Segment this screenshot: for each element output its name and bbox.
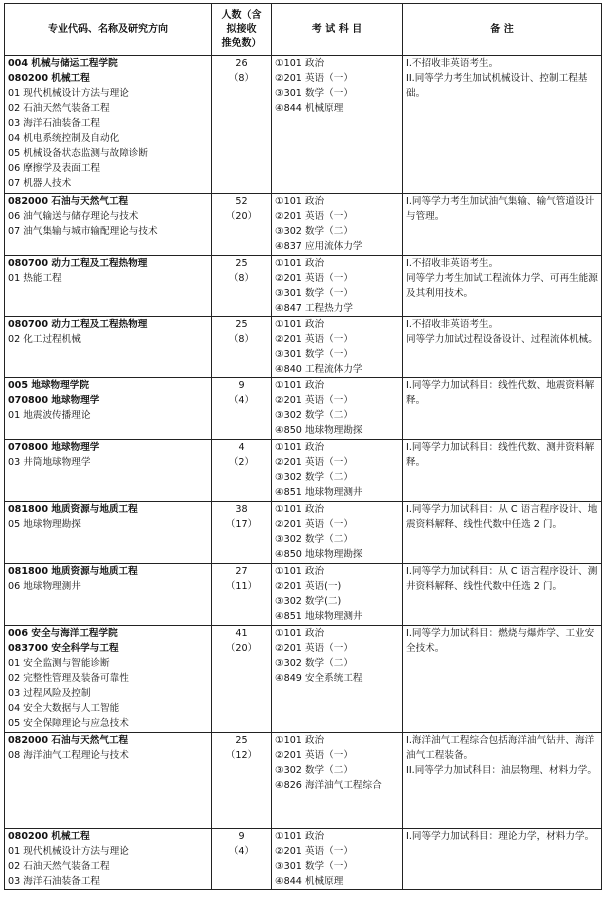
major-cell	[5, 378, 212, 440]
count-cell	[212, 626, 272, 733]
exams-cell	[272, 829, 403, 890]
recommended-count: （17）	[225, 519, 258, 530]
exam-subject: ①101 政治	[275, 831, 325, 842]
major-cell	[5, 194, 212, 256]
exam-subject: ②201 英语（一）	[275, 273, 353, 284]
major-heading: 082000 石油与天然气工程	[8, 735, 129, 746]
notes-cell	[403, 502, 602, 564]
count-cell	[212, 564, 272, 626]
note-line: I.同等学力加试科目：从 C 语言程序设计、测井资料解释、线性代数中任选 2 门。	[406, 566, 598, 592]
count-cell	[212, 256, 272, 317]
exams-cell	[272, 317, 403, 378]
research-direction: 02 完整性管理及装备可靠性	[8, 673, 129, 684]
exam-subject: ④850 地球物理勘探	[275, 425, 363, 436]
notes-cell	[403, 56, 602, 194]
note-line: I.不招收非英语考生。	[406, 258, 499, 269]
exam-subject: ④844 机械原理	[275, 876, 344, 887]
exam-subject: ②201 英语（一）	[275, 73, 353, 84]
major-heading: 080700 动力工程及工程热物理	[8, 258, 148, 269]
count-cell	[212, 317, 272, 378]
count-header	[212, 4, 272, 56]
exams-cell	[272, 256, 403, 317]
exam-subject: ①101 政治	[275, 258, 325, 269]
exam-subject: ②201 英语（一）	[275, 334, 353, 345]
research-direction: 01 地震波传播理论	[8, 410, 91, 421]
major-cell	[5, 829, 212, 890]
table-row	[5, 378, 602, 440]
exam-subject: ④851 地球物理测井	[275, 487, 363, 498]
exam-subject: ②201 英语（一）	[275, 846, 353, 857]
research-direction: 02 化工过程机械	[8, 334, 81, 345]
note-line: II.同等学力加试科目：油层物理、材料力学。	[406, 765, 597, 776]
major-header: 专业代码、名称及研究方向	[5, 4, 212, 56]
enrollment-count: 9	[238, 831, 245, 842]
research-direction: 07 油气集输与城市输配理论与技术	[8, 226, 158, 237]
exam-subject: ③301 数学（一）	[275, 349, 353, 360]
admissions-table	[4, 3, 602, 890]
recommended-count: （8）	[228, 273, 255, 284]
recommended-count: （11）	[225, 581, 258, 592]
exam-subject: ③302 数学(二)	[275, 596, 342, 607]
table-row	[5, 626, 602, 733]
major-cell	[5, 502, 212, 564]
major-heading: 080200 机械工程	[8, 831, 90, 842]
exam-subject: ②201 英语（一）	[275, 750, 353, 761]
major-heading: 082000 石油与天然气工程	[8, 196, 129, 207]
exam-subject: ①101 政治	[275, 442, 325, 453]
table-row	[5, 440, 602, 502]
exam-subject: ③301 数学（一）	[275, 288, 353, 299]
recommended-count: （4）	[228, 395, 255, 406]
count-cell	[212, 56, 272, 194]
recommended-count: （20）	[225, 643, 258, 654]
count-header-line: 人数（含	[221, 9, 262, 21]
exam-subject: ②201 英语（一）	[275, 395, 353, 406]
exams-cell	[272, 626, 403, 733]
table-row	[5, 564, 602, 626]
recommended-count: （8）	[228, 334, 255, 345]
enrollment-count: 25	[235, 258, 248, 269]
research-direction: 01 安全监测与智能诊断	[8, 658, 110, 669]
table-row	[5, 194, 602, 256]
exam-subject: ②201 英语（一）	[275, 519, 353, 530]
exam-subject: ①101 政治	[275, 196, 325, 207]
major-heading: 070800 地球物理学	[8, 442, 100, 453]
notes-cell	[403, 440, 602, 502]
exam-subject: ①101 政治	[275, 58, 325, 69]
exam-subject: ④849 安全系统工程	[275, 673, 363, 684]
notes-cell	[403, 564, 602, 626]
enrollment-count: 38	[235, 504, 248, 515]
notes-header: 备 注	[403, 4, 602, 56]
exam-subject: ③302 数学（二）	[275, 410, 353, 421]
note-line: 同等学力考生加试工程流体力学、可再生能源及其利用技术。	[406, 273, 598, 299]
enrollment-count: 9	[238, 380, 245, 391]
table-row	[5, 256, 602, 317]
research-direction: 04 机电系统控制及自动化	[8, 133, 120, 144]
research-direction: 01 热能工程	[8, 273, 62, 284]
note-line: I.不招收非英语考生。	[406, 58, 499, 69]
count-cell	[212, 378, 272, 440]
research-direction: 04 安全大数据与人工智能	[8, 703, 120, 714]
exams-cell	[272, 502, 403, 564]
exam-subject: ③302 数学（二）	[275, 226, 353, 237]
exam-subject: ③301 数学（一）	[275, 88, 353, 99]
table-row	[5, 56, 602, 194]
notes-cell	[403, 626, 602, 733]
exam-subject: ④847 工程热力学	[275, 303, 353, 314]
note-line: I.同等学力加试科目：线性代数、测井资料解释。	[406, 442, 595, 468]
major-heading: 081800 地质资源与地质工程	[8, 504, 138, 515]
count-cell	[212, 194, 272, 256]
exam-subject: ③302 数学（二）	[275, 472, 353, 483]
count-cell	[212, 733, 272, 829]
enrollment-count: 41	[235, 628, 248, 639]
exam-subject: ④837 应用流体力学	[275, 241, 363, 252]
major-heading: 004 机械与储运工程学院	[8, 58, 118, 69]
recommended-count: （2）	[228, 457, 255, 468]
major-heading: 070800 地球物理学	[8, 395, 100, 406]
count-cell	[212, 829, 272, 890]
research-direction: 03 过程风险及控制	[8, 688, 91, 699]
notes-cell	[403, 317, 602, 378]
enrollment-count: 52	[235, 196, 248, 207]
major-heading: 081800 地质资源与地质工程	[8, 566, 138, 577]
notes-cell	[403, 256, 602, 317]
major-heading: 005 地球物理学院	[8, 380, 89, 391]
exam-subject: ①101 政治	[275, 628, 325, 639]
notes-cell	[403, 378, 602, 440]
note-line: II.同等学力考生加试机械设计、控制工程基础。	[406, 73, 588, 99]
exam-subject: ④840 工程流体力学	[275, 364, 363, 375]
research-direction: 06 油气输送与储存理论与技术	[8, 211, 139, 222]
recommended-count: （8）	[228, 73, 255, 84]
exam-subject: ④844 机械原理	[275, 103, 344, 114]
exam-subject: ③302 数学（二）	[275, 658, 353, 669]
recommended-count: （4）	[228, 846, 255, 857]
table-row	[5, 829, 602, 890]
research-direction: 08 海洋油气工程理论与技术	[8, 750, 129, 761]
research-direction: 03 海洋石油装备工程	[8, 876, 101, 887]
notes-cell	[403, 194, 602, 256]
exam-subject: ④851 地球物理测井	[275, 611, 363, 622]
major-cell	[5, 626, 212, 733]
header-row	[5, 4, 602, 56]
research-direction: 05 地球物理勘探	[8, 519, 81, 530]
note-line: I.同等学力加试科目：从 C 语言程序设计、地震资料解释、线性代数中任选 2 门。	[406, 504, 598, 530]
research-direction: 07 机器人技术	[8, 178, 72, 189]
exams-cell	[272, 564, 403, 626]
count-header-line: 推免数）	[221, 37, 262, 49]
major-cell	[5, 256, 212, 317]
major-cell	[5, 564, 212, 626]
exam-subject: ①101 政治	[275, 504, 325, 515]
exam-subject: ①101 政治	[275, 735, 325, 746]
major-heading: 006 安全与海洋工程学院	[8, 628, 118, 639]
major-cell	[5, 56, 212, 194]
enrollment-count: 25	[235, 319, 248, 330]
note-line: I.不招收非英语考生。	[406, 319, 499, 330]
exam-subject: ③302 数学（二）	[275, 765, 353, 776]
notes-cell	[403, 733, 602, 829]
research-direction: 01 现代机械设计方法与理论	[8, 88, 129, 99]
table-row	[5, 733, 602, 829]
note-line: 同等学力加试过程设备设计、过程流体机械。	[406, 334, 598, 345]
exam-subject: ②201 英语（一）	[275, 211, 353, 222]
exams-cell	[272, 56, 403, 194]
exam-subject: ③301 数学（一）	[275, 861, 353, 872]
notes-cell	[403, 829, 602, 890]
research-direction: 01 现代机械设计方法与理论	[8, 846, 129, 857]
note-line: I.海洋油气工程综合包括海洋油气钻井、海洋油气工程装备。	[406, 735, 595, 761]
major-heading: 080700 动力工程及工程热物理	[8, 319, 148, 330]
major-heading: 080200 机械工程	[8, 73, 90, 84]
exam-subject: ②201 英语（一）	[275, 643, 353, 654]
table-row	[5, 502, 602, 564]
exam-subject: ②201 英语（一）	[275, 457, 353, 468]
major-cell	[5, 317, 212, 378]
exam-subject: ①101 政治	[275, 319, 325, 330]
exams-cell	[272, 194, 403, 256]
enrollment-count: 4	[238, 442, 245, 453]
research-direction: 03 井筒地球物理学	[8, 457, 91, 468]
major-heading: 083700 安全科学与工程	[8, 643, 119, 654]
note-line: I.同等学力加试科目：线性代数、地震资料解释。	[406, 380, 595, 406]
research-direction: 02 石油天然气装备工程	[8, 861, 110, 872]
exams-cell	[272, 378, 403, 440]
research-direction: 05 机械设备状态监测与故障诊断	[8, 148, 148, 159]
exam-subject: ④850 地球物理勘探	[275, 549, 363, 560]
enrollment-count: 27	[235, 566, 248, 577]
recommended-count: （20）	[225, 211, 258, 222]
recommended-count: （12）	[225, 750, 258, 761]
note-line: I.同等学力考生加试油气集输、输气管道设计与管理。	[406, 196, 595, 222]
note-line: I.同等学力加试科目：燃烧与爆炸学、工业安全技术。	[406, 628, 595, 654]
exam-subject: ①101 政治	[275, 566, 325, 577]
table-row	[5, 317, 602, 378]
research-direction: 05 安全保障理论与应急技术	[8, 718, 129, 729]
exams-header: 考 试 科 目	[272, 4, 403, 56]
exams-cell	[272, 440, 403, 502]
research-direction: 03 海洋石油装备工程	[8, 118, 101, 129]
research-direction: 02 石油天然气装备工程	[8, 103, 110, 114]
enrollment-count: 25	[235, 735, 248, 746]
research-direction: 06 摩擦学及表面工程	[8, 163, 101, 174]
exam-subject: ③302 数学（二）	[275, 534, 353, 545]
exams-cell	[272, 733, 403, 829]
count-cell	[212, 502, 272, 564]
major-cell	[5, 440, 212, 502]
count-cell	[212, 440, 272, 502]
major-cell	[5, 733, 212, 829]
exam-subject: ①101 政治	[275, 380, 325, 391]
note-line: I.同等学力加试科目：理论力学，材料力学。	[406, 831, 595, 842]
exam-subject: ②201 英语(一)	[275, 581, 342, 592]
enrollment-count: 26	[235, 58, 248, 69]
research-direction: 06 地球物理测井	[8, 581, 81, 592]
exam-subject: ④826 海洋油气工程综合	[275, 780, 382, 791]
count-header-line: 拟接收	[226, 23, 257, 35]
